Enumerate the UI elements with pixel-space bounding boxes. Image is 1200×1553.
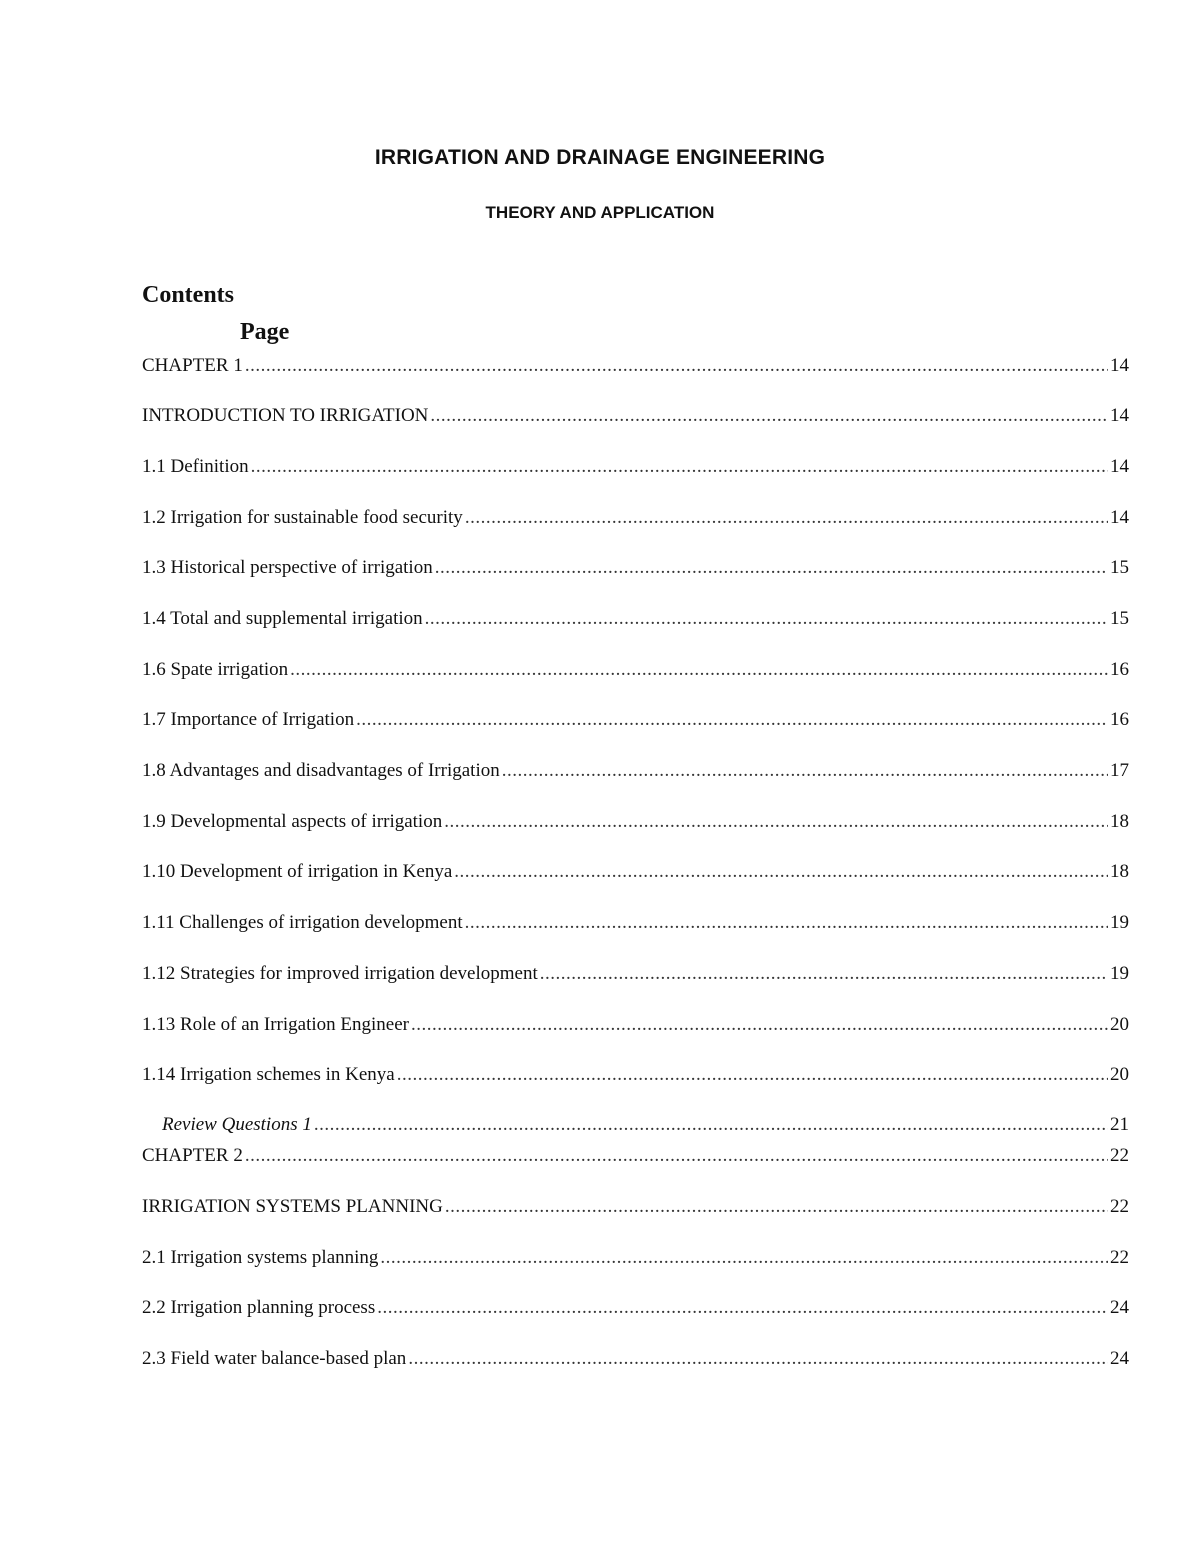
toc-entry-page: 20	[1110, 1014, 1129, 1035]
toc-leader-dots	[377, 1297, 1108, 1319]
toc-entry[interactable]	[142, 1064, 1129, 1090]
toc-leader-dots	[435, 557, 1108, 579]
toc-entry-label: 1.9 Developmental aspects of irrigation	[142, 811, 443, 832]
toc-leader-dots	[540, 963, 1108, 985]
toc-entry[interactable]	[142, 557, 1129, 583]
toc-entry-label: 1.1 Definition	[142, 456, 249, 477]
contents-heading: Contents	[142, 282, 235, 308]
toc-entry-page: 16	[1110, 659, 1129, 680]
toc-leader-dots	[356, 709, 1108, 731]
toc-entry[interactable]	[142, 1014, 1129, 1040]
toc-entry-page: 19	[1110, 912, 1129, 933]
toc-entry-label: 1.10 Development of irrigation in Kenya	[142, 861, 453, 882]
toc-entry-page: 21	[1110, 1114, 1129, 1135]
toc-leader-dots	[465, 507, 1108, 529]
document-subtitle: THEORY AND APPLICATION	[485, 203, 715, 222]
toc-entry-page: 17	[1110, 760, 1129, 781]
toc-entry-label: 1.8 Advantages and disadvantages of Irrigation	[142, 760, 500, 781]
toc-leader-dots	[251, 456, 1108, 478]
toc-entry-label: 1.2 Irrigation for sustainable food security	[142, 507, 463, 528]
toc-leader-dots	[411, 1014, 1108, 1036]
toc-leader-dots	[245, 1145, 1108, 1167]
toc-entry-label: CHAPTER 1	[142, 355, 243, 376]
toc-leader-dots	[380, 1247, 1108, 1269]
toc-entry-page: 18	[1110, 861, 1129, 882]
toc-entry[interactable]	[142, 1297, 1129, 1323]
toc-leader-dots	[430, 405, 1108, 427]
toc-leader-dots	[408, 1348, 1108, 1370]
toc-entry-label: 1.12 Strategies for improved irrigation development	[142, 963, 538, 984]
toc-entry-label: Review Questions 1	[162, 1114, 312, 1135]
toc-entry[interactable]	[142, 811, 1129, 837]
toc-entry[interactable]	[142, 659, 1129, 685]
toc-leader-dots	[454, 861, 1108, 883]
toc-entry[interactable]	[142, 405, 1129, 431]
toc-entry-page: 22	[1110, 1247, 1129, 1268]
toc-leader-dots	[397, 1064, 1108, 1086]
toc-entry-page: 22	[1110, 1145, 1129, 1166]
toc-entry-label: 1.11 Challenges of irrigation development	[142, 912, 463, 933]
toc-leader-dots	[445, 1196, 1108, 1218]
toc-entry-label: 1.3 Historical perspective of irrigation	[142, 557, 433, 578]
toc-entry-page: 14	[1110, 355, 1129, 376]
toc-entry[interactable]	[142, 709, 1129, 735]
toc-entry-page: 14	[1110, 405, 1129, 426]
toc-entry-page: 24	[1110, 1297, 1129, 1318]
toc-entry-page: 15	[1110, 608, 1129, 629]
toc-entry-label: 1.14 Irrigation schemes in Kenya	[142, 1064, 395, 1085]
toc-entry-page: 20	[1110, 1064, 1129, 1085]
page-column-heading: Page	[240, 319, 290, 345]
toc-entry[interactable]	[142, 507, 1129, 533]
toc-entry-page: 15	[1110, 557, 1129, 578]
toc-entry-label: INTRODUCTION TO IRRIGATION	[142, 405, 429, 426]
toc-entry-label: 1.13 Role of an Irrigation Engineer	[142, 1014, 409, 1035]
toc-entry[interactable]	[142, 760, 1129, 786]
toc-leader-dots	[425, 608, 1108, 630]
toc-entry[interactable]	[142, 608, 1129, 634]
document-title: IRRIGATION AND DRAINAGE ENGINEERING	[374, 146, 826, 169]
toc-entry[interactable]	[142, 1348, 1129, 1374]
toc-entry-label: 2.2 Irrigation planning process	[142, 1297, 376, 1318]
toc-entry-label: 2.3 Field water balance-based plan	[142, 1348, 407, 1369]
toc-entry-page: 24	[1110, 1348, 1129, 1369]
toc-entry-page: 19	[1110, 963, 1129, 984]
toc-leader-dots	[290, 659, 1108, 681]
toc-entry[interactable]	[142, 1247, 1129, 1273]
toc-entry[interactable]	[142, 861, 1129, 887]
toc-entry[interactable]	[142, 456, 1129, 482]
toc-entry-page: 22	[1110, 1196, 1129, 1217]
toc-leader-dots	[465, 912, 1108, 934]
toc-entry-page: 14	[1110, 456, 1129, 477]
toc-entry[interactable]	[142, 1145, 1129, 1171]
toc-entry-label: 1.6 Spate irrigation	[142, 659, 289, 680]
toc-entry-page: 16	[1110, 709, 1129, 730]
toc-leader-dots	[314, 1114, 1108, 1136]
toc-leader-dots	[245, 355, 1108, 377]
toc-entry-page: 18	[1110, 811, 1129, 832]
toc-entry-label: CHAPTER 2	[142, 1145, 243, 1166]
toc-entry[interactable]	[142, 355, 1129, 381]
toc-entry[interactable]	[142, 912, 1129, 938]
toc-entry-label: 1.4 Total and supplemental irrigation	[142, 608, 423, 629]
toc-entry[interactable]	[142, 963, 1129, 989]
toc-entry-page: 14	[1110, 507, 1129, 528]
toc-entry[interactable]	[142, 1196, 1129, 1222]
toc-entry-label: IRRIGATION SYSTEMS PLANNING	[142, 1196, 443, 1217]
toc-entry-label: 1.7 Importance of Irrigation	[142, 709, 355, 730]
toc-leader-dots	[502, 760, 1108, 782]
toc-entry[interactable]	[162, 1114, 1129, 1140]
toc-leader-dots	[444, 811, 1108, 833]
toc-entry-label: 2.1 Irrigation systems planning	[142, 1247, 379, 1268]
